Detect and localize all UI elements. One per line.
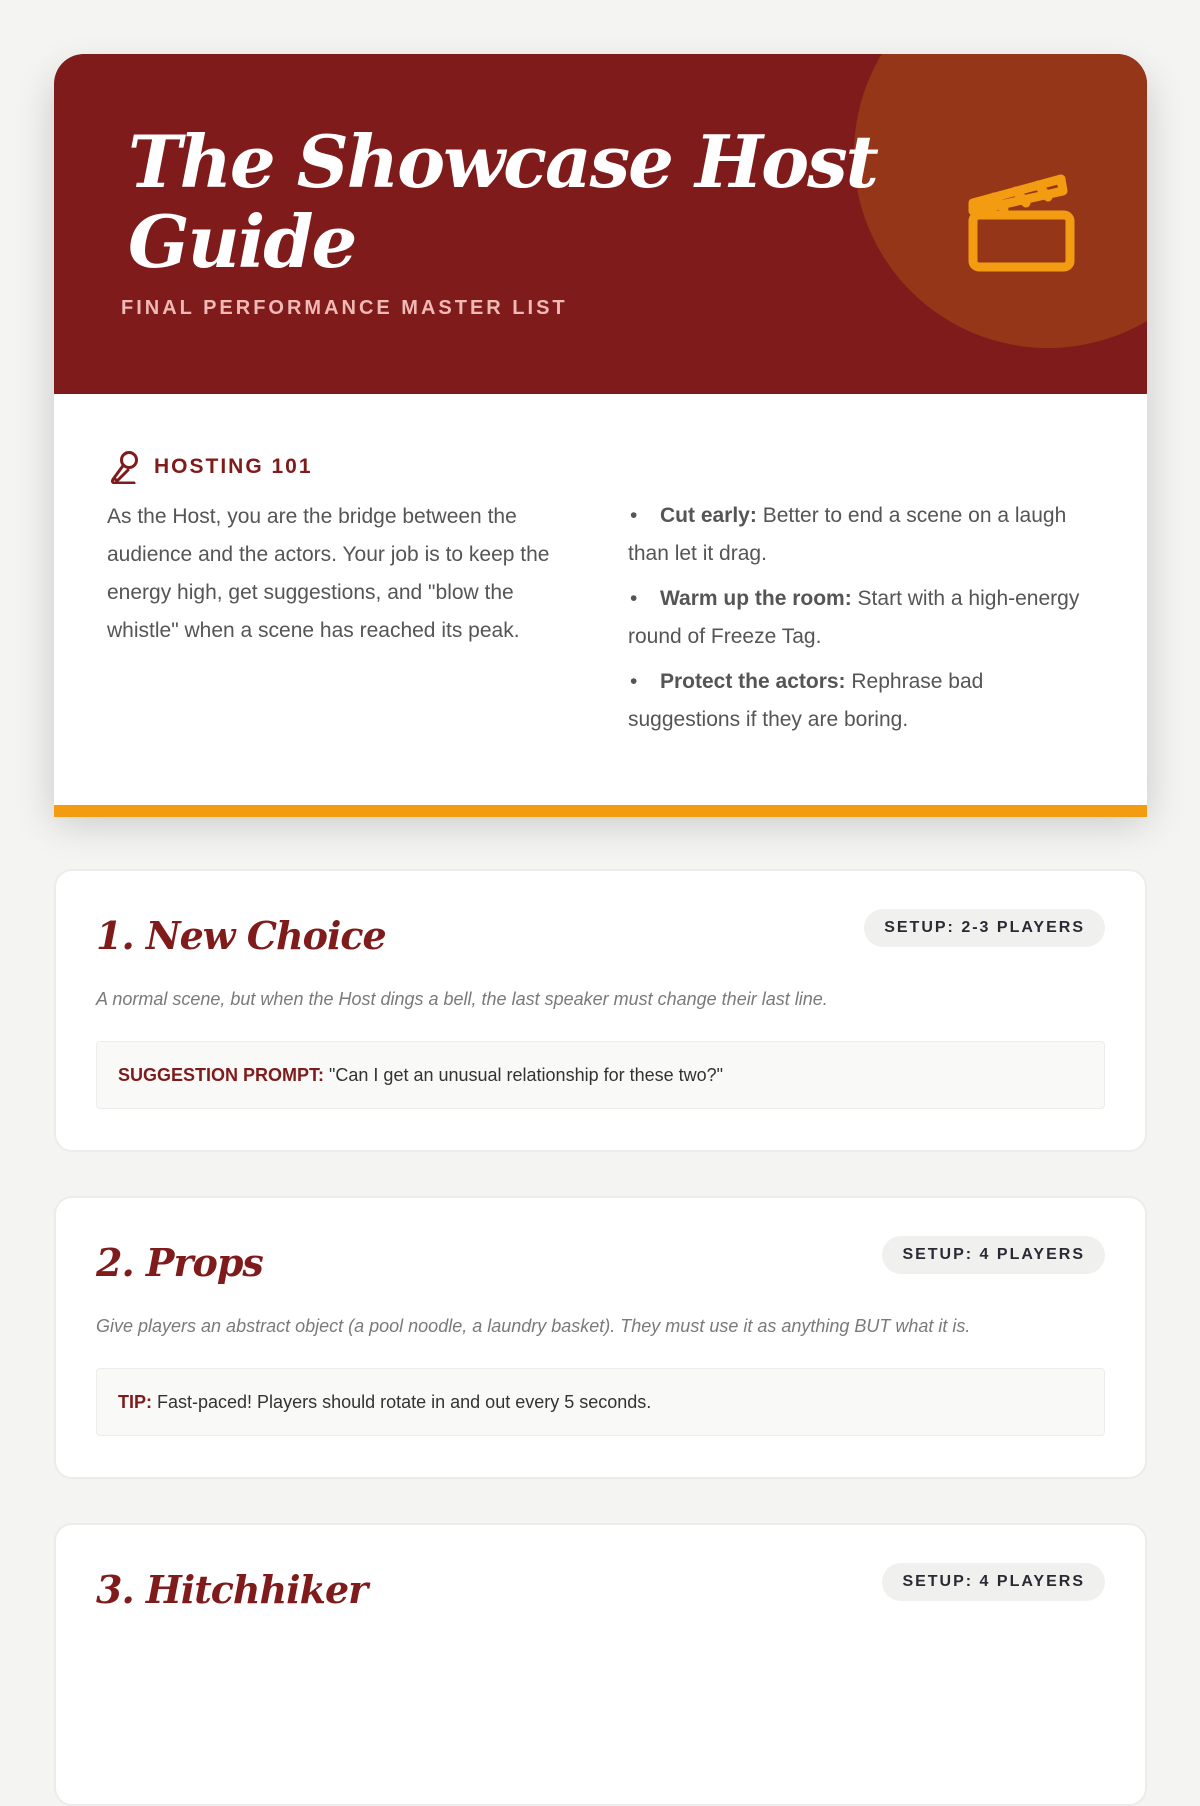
tip-label: Cut early:: [660, 504, 757, 527]
bullet-icon: •: [630, 504, 638, 527]
setup-badge: SETUP: 4 PLAYERS: [882, 1563, 1105, 1601]
tip-label: Protect the actors:: [660, 670, 846, 693]
tip-box: [96, 1368, 1105, 1436]
prompt-label: SUGGESTION PROMPT:: [118, 1065, 325, 1085]
tip-label: Warm up the room:: [660, 587, 852, 610]
guide-header-card: [54, 54, 1147, 805]
tip-text: Start with a high-energy round of Freeze Tag.: [628, 587, 1080, 648]
hosting-tips-list: [628, 497, 1098, 746]
page: [54, 54, 1147, 805]
bullet-icon: •: [630, 670, 638, 693]
tip-text: Fast-paced! Players should rotate in and out every 5 seconds.: [152, 1392, 652, 1412]
list-item: [628, 580, 1098, 656]
tip-text: Better to end a scene on a laugh than let it drag.: [628, 504, 1067, 565]
accent-divider: [54, 805, 1147, 817]
microphone-icon: [110, 450, 140, 484]
game-description: A normal scene, but when the Host dings a bell, the last speaker must change their last line.: [96, 989, 828, 1009]
prompt-text: "Can I get an unusual relationship for these two?": [324, 1065, 724, 1085]
page-subtitle: FINAL PERFORMANCE MASTER LIST: [121, 297, 568, 319]
game-description: Give players an abstract object (a pool noodle, a laundry basket). They must use it as anything BUT what it is.: [96, 1316, 971, 1336]
game-card-props: [54, 1196, 1147, 1479]
game-card-hitchhiker: [54, 1523, 1147, 1806]
game-card-new-choice: [54, 869, 1147, 1152]
game-title: 1. New Choice: [96, 913, 386, 958]
game-title: 2. Props: [96, 1240, 263, 1285]
hero-banner: [54, 54, 1147, 394]
hosting-101-section: [54, 394, 1147, 805]
hosting-intro-paragraph: As the Host, you are the bridge between the audience and the actors. Your job is to keep the energy high, get suggestions, and "blow the whistle" when a scene has reached its peak.: [107, 505, 550, 642]
tip-text: Rephrase bad suggestions if they are boring.: [628, 670, 984, 731]
page-title: The Showcase Host Guide: [128, 119, 877, 284]
hosting-101-heading: [110, 450, 313, 484]
tip-label: TIP:: [118, 1392, 152, 1412]
suggestion-prompt-box: [96, 1041, 1105, 1109]
setup-badge: SETUP: 2-3 PLAYERS: [864, 909, 1105, 947]
bullet-icon: •: [630, 587, 638, 610]
list-item: [628, 663, 1098, 739]
section-heading-label: HOSTING 101: [154, 455, 313, 478]
game-title: 3. Hitchhiker: [96, 1567, 368, 1612]
clapperboard-icon: [964, 166, 1080, 282]
list-item: [628, 497, 1098, 573]
setup-badge: SETUP: 4 PLAYERS: [882, 1236, 1105, 1274]
